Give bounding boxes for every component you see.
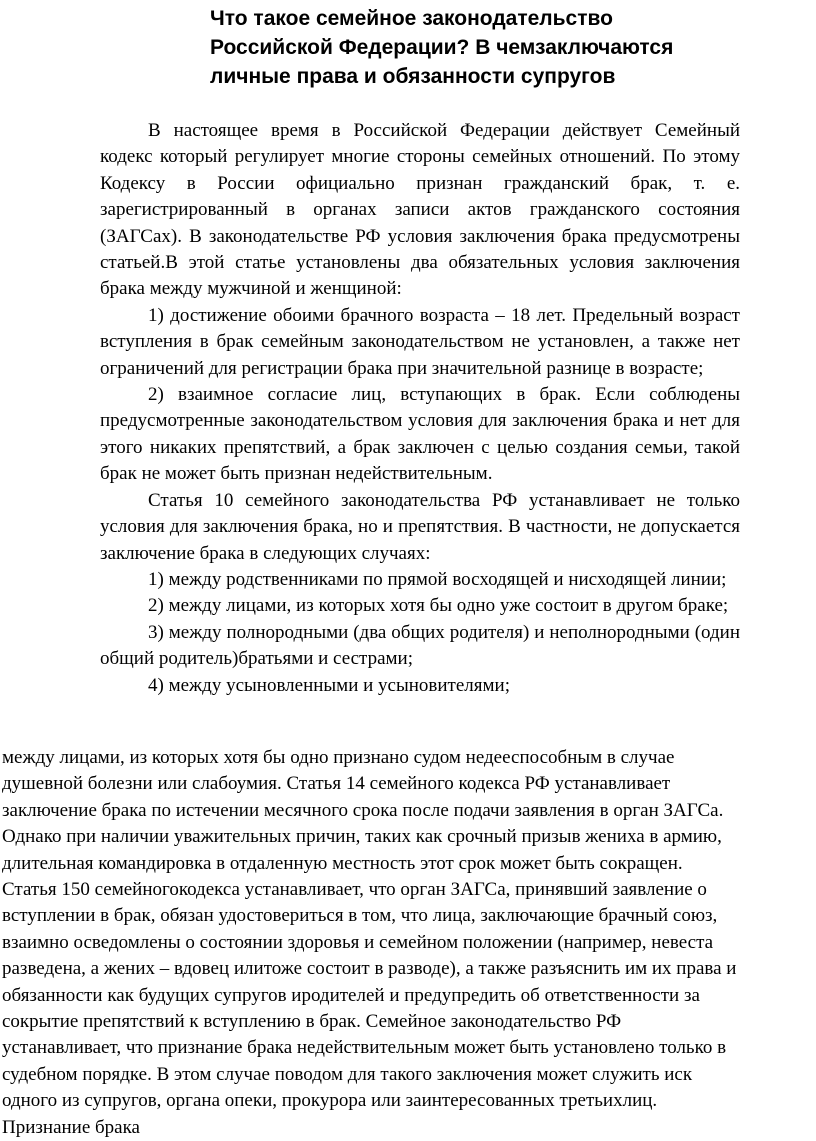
text-line: длительная командировка в отдаленную местность этот срок может быть сокращен. — [2, 852, 683, 874]
text-line: сокрытие препятствий к вступлению в брак. Семейное законодательство РФ — [2, 1011, 622, 1033]
intro-paragraph: В настоящее время в Российской Федерации действует Семейный кодекс который регулирует многие стороны семейных отношений. По этому Кодексу в России официально признан гражданский брак, т. е. зарегистрированный в органах записи актов гражданского состояния (ЗАГСах). В законодательстве РФ условия заключения брака предусмотрены статьей.В этой статье установлены два обязательных условия заключения брака между мужчиной и женщиной: — [100, 120, 740, 300]
obstacle-3-item: 3) между полнородными (два общих родителя) и неполнородными (один общий родитель)братьями и сестрами; — [100, 621, 740, 670]
text-line: душевной болезни или слабоумия. Статья 14 семейного кодекса РФ устанавливает — [2, 773, 671, 795]
document-body — [100, 118, 740, 699]
text-line: Статья 150 семейногокодекса устанавливает, что орган ЗАГСа, принявший заявление о — [2, 879, 707, 901]
text-line: устанавливает, что признание брака недействительным может быть установлено только в — [2, 1037, 727, 1059]
text-line: Однако при наличии уважительных причин, таких как срочный призыв жениха в армию, — [2, 826, 722, 848]
text-line: вступлении в брак, обязан удостовериться в том, что лица, заключающие брачный союз, — [2, 905, 718, 927]
title-line: Что такое семейное законодательство — [210, 7, 613, 30]
text-line: обязанности как будущих супругов иродителей и предупредить об ответственности за — [2, 984, 700, 1006]
document-title — [210, 4, 770, 91]
condition-1-paragraph: 1) достижение обоими брачного возраста – 18 лет. Предельный возраст вступления в брак семейным законодательством не установлен, а также нет ограничений для регистрации брака при значительной разнице в возрасте; — [100, 304, 740, 379]
obstacle-4-item: 4) между усыновленными и усыновителями; — [148, 674, 510, 696]
text-line: судебном порядке. В этом случае поводом для такого заключения может служить иск — [2, 1063, 693, 1085]
text-line: разведена, а жених – вдовец илитоже состоит в разводе), а также разъяснить им их права и — [2, 958, 737, 980]
obstacle-2-item: 2) между лицами, из которых хотя бы одно уже состоит в другом браке; — [148, 595, 729, 617]
condition-2-paragraph: 2) взаимное согласие лиц, вступающих в брак. Если соблюдены предусмотренные законодательством условия для заключения брака и нет для этого никаких препятствий, а брак заключен с целью создания семьи, такой брак не может быть признан недействительным. — [100, 384, 740, 485]
title-line: личные права и обязанности супругов — [210, 65, 616, 88]
text-line: между лицами, из которых хотя бы одно признано судом недееспособным в случае — [2, 747, 675, 768]
text-line: Признание брака — [2, 1116, 140, 1138]
article-10-paragraph: Статья 10 семейного законодательства РФ устанавливает не только условия для заключения брака, но и препятствия. В частности, не допускается заключение брака в следующих случаях: — [100, 489, 740, 564]
text-line: взаимно осведомлены о состоянии здоровья и семейном положении (например, невеста — [2, 931, 714, 953]
title-line: Российской Федерации? В чемзаключаются — [210, 36, 674, 59]
obstacle-1-item: 1) между родственниками по прямой восходящей и нисходящей линии; — [148, 568, 727, 590]
text-line: заключение брака по истечении месячного срока после подачи заявления в орган ЗАГСа. — [2, 799, 724, 821]
continuation-text — [2, 745, 814, 1141]
text-line: одного из супругов, органа опеки, прокурора или заинтересованных третьихлиц. — [2, 1090, 658, 1112]
